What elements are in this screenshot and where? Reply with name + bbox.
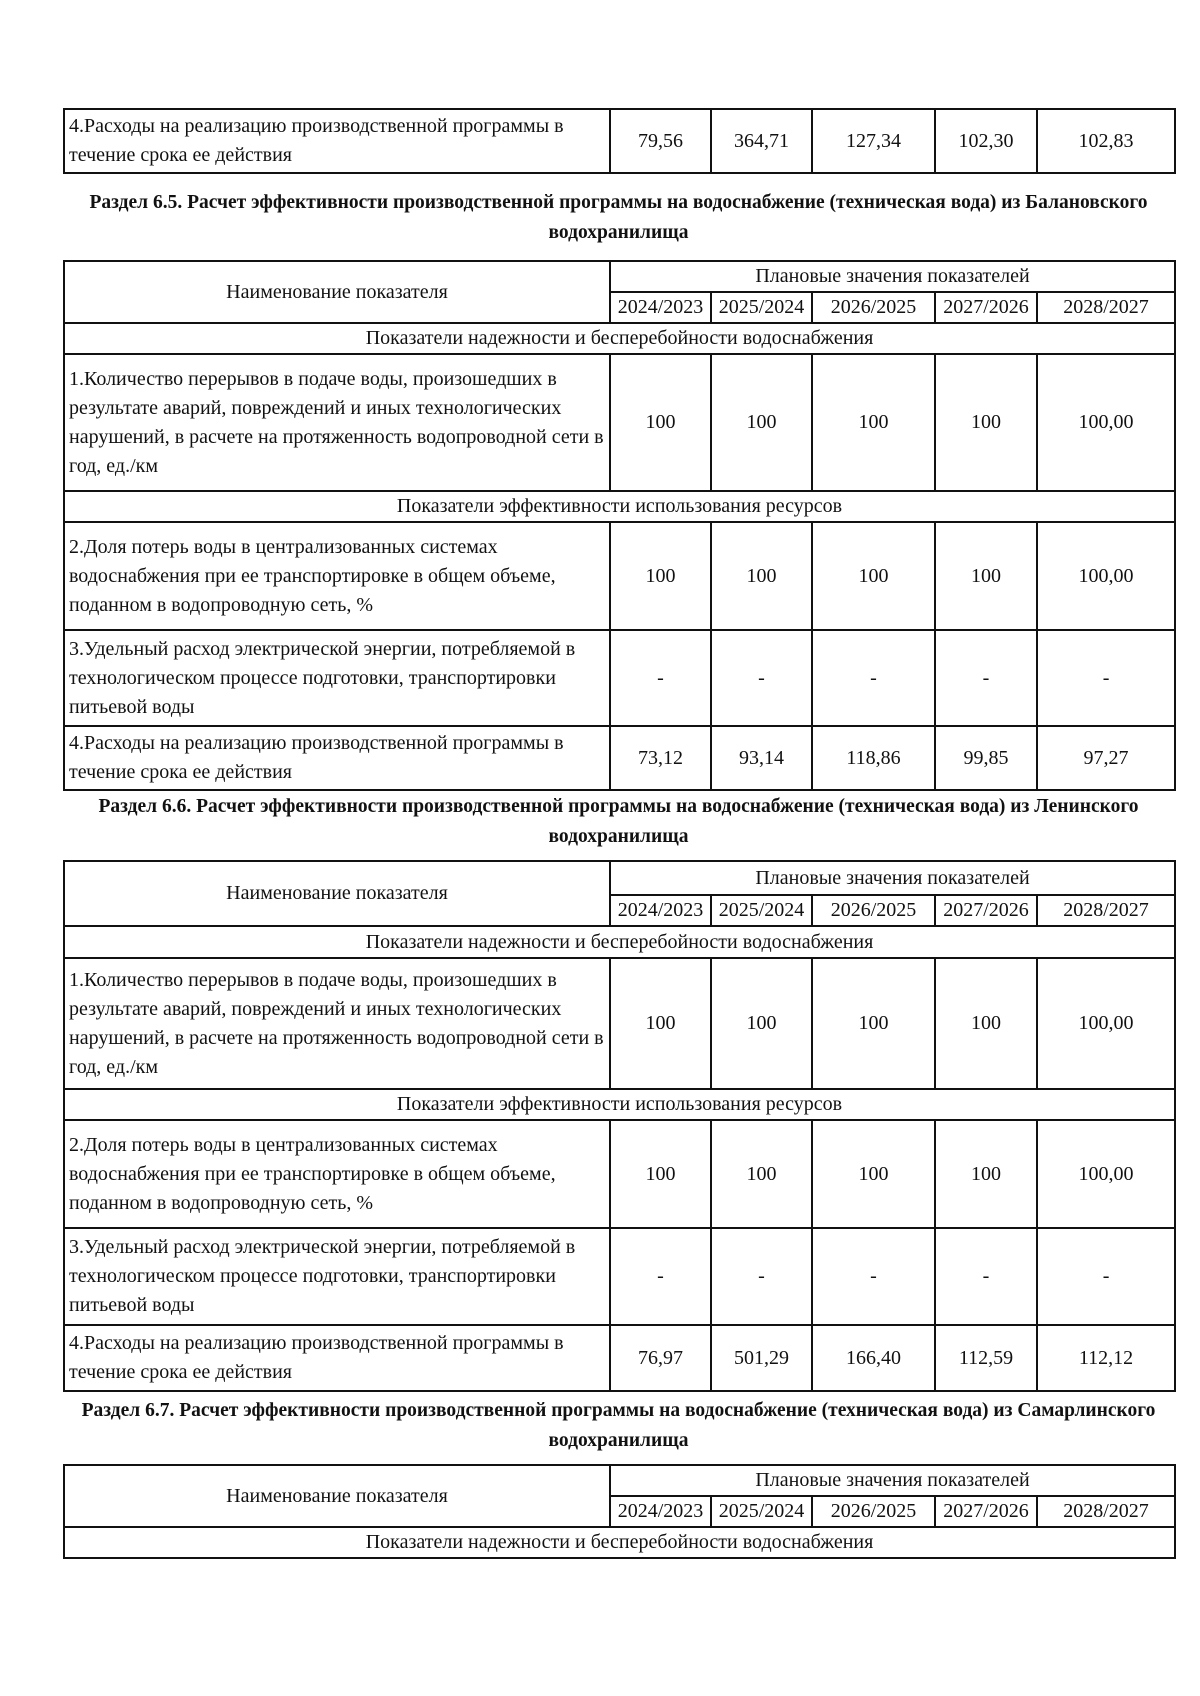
value-cell: 100	[935, 522, 1037, 630]
year-header: 2028/2027	[1037, 895, 1175, 926]
section-table	[63, 860, 1176, 1392]
value-cell: 100	[610, 354, 711, 491]
group-row	[64, 1527, 1175, 1558]
value-cell: 100	[711, 1120, 812, 1228]
indicator-name: 4.Расходы на реализацию производственной программы в течение срока ее действия	[64, 1325, 610, 1391]
value-cell: 100,00	[1037, 958, 1175, 1089]
year-header: 2028/2027	[1037, 1496, 1175, 1527]
value-cell: 100	[610, 958, 711, 1089]
value-cell: -	[812, 1228, 935, 1325]
year-header: 2025/2024	[711, 1496, 812, 1527]
value-cell: 100	[711, 522, 812, 630]
group-row	[64, 1089, 1175, 1120]
value-cell: 501,29	[711, 1325, 812, 1391]
value-cell: 100	[711, 958, 812, 1089]
value-cell: 100	[935, 354, 1037, 491]
value-cell: 100	[935, 1120, 1037, 1228]
year-header: 2025/2024	[711, 895, 812, 926]
table-header-row	[64, 261, 1175, 292]
section-title: Раздел 6.7. Расчет эффективности производственной программы на водоснабжение (техническая вода) из Самарлинского водохранилища	[81, 1400, 1156, 1451]
indicator-name: 3.Удельный расход электрической энергии, потребляемой в технологическом процессе подготовки, транспортировки питьевой воды	[64, 1228, 610, 1325]
year-header: 2027/2026	[935, 895, 1037, 926]
value-cell: 112,12	[1037, 1325, 1175, 1391]
value-cell: 102,83	[1037, 109, 1175, 173]
indicator-name: 4.Расходы на реализацию производственной программы в течение срока ее действия	[64, 109, 610, 173]
value-cell: 76,97	[610, 1325, 711, 1391]
table-row	[64, 354, 1175, 491]
group-label: Показатели надежности и бесперебойности водоснабжения	[64, 926, 1175, 958]
value-cell: -	[711, 630, 812, 726]
indicator-name: 2.Доля потерь воды в централизованных системах водоснабжения при ее транспортировке в общем объеме, поданном в водопроводную сеть, %	[64, 522, 610, 630]
column-header-planned: Плановые значения показателей	[610, 1465, 1175, 1496]
section-table	[63, 260, 1176, 791]
section-title: Раздел 6.5. Расчет эффективности производственной программы на водоснабжение (техническая вода) из Балановского водохранилища	[89, 192, 1148, 243]
group-label: Показатели надежности и бесперебойности водоснабжения	[64, 1527, 1175, 1558]
table-row	[64, 958, 1175, 1089]
column-header-planned: Плановые значения показателей	[610, 261, 1175, 292]
value-cell: 100,00	[1037, 1120, 1175, 1228]
column-header-name: Наименование показателя	[64, 261, 610, 323]
year-header: 2026/2025	[812, 1496, 935, 1527]
table-header-row	[64, 861, 1175, 895]
value-cell: 99,85	[935, 726, 1037, 790]
value-cell: 100	[610, 522, 711, 630]
group-row	[64, 323, 1175, 354]
group-label: Показатели эффективности использования ресурсов	[64, 491, 1175, 522]
value-cell: 364,71	[711, 109, 812, 173]
indicator-name: 3.Удельный расход электрической энергии, потребляемой в технологическом процессе подготовки, транспортировки питьевой воды	[64, 630, 610, 726]
value-cell: -	[935, 630, 1037, 726]
column-header-name: Наименование показателя	[64, 861, 610, 926]
value-cell: 100,00	[1037, 522, 1175, 630]
year-header: 2026/2025	[812, 895, 935, 926]
value-cell: 100	[610, 1120, 711, 1228]
year-header: 2026/2025	[812, 292, 935, 323]
value-cell: 100	[711, 354, 812, 491]
value-cell: -	[1037, 630, 1175, 726]
table-row	[64, 109, 1175, 173]
year-header: 2027/2026	[935, 292, 1037, 323]
value-cell: 100	[812, 1120, 935, 1228]
value-cell: 102,30	[935, 109, 1037, 173]
column-header-name: Наименование показателя	[64, 1465, 610, 1527]
value-cell: 97,27	[1037, 726, 1175, 790]
indicator-name: 4.Расходы на реализацию производственной программы в течение срока ее действия	[64, 726, 610, 790]
indicator-name: 2.Доля потерь воды в централизованных системах водоснабжения при ее транспортировке в общем объеме, поданном в водопроводную сеть, %	[64, 1120, 610, 1228]
value-cell: 100	[935, 958, 1037, 1089]
group-label: Показатели надежности и бесперебойности водоснабжения	[64, 323, 1175, 354]
table-row	[64, 1228, 1175, 1325]
value-cell: 93,14	[711, 726, 812, 790]
table-header-row	[64, 1465, 1175, 1496]
group-row	[64, 926, 1175, 958]
value-cell: 118,86	[812, 726, 935, 790]
value-cell: 79,56	[610, 109, 711, 173]
year-header: 2024/2023	[610, 895, 711, 926]
table-row	[64, 1325, 1175, 1391]
value-cell: 166,40	[812, 1325, 935, 1391]
group-row	[64, 491, 1175, 522]
table-row	[64, 726, 1175, 790]
continuation-table	[63, 108, 1176, 174]
value-cell: -	[812, 630, 935, 726]
year-header: 2025/2024	[711, 292, 812, 323]
value-cell: 100	[812, 522, 935, 630]
section-table	[63, 1464, 1176, 1559]
value-cell: 73,12	[610, 726, 711, 790]
value-cell: -	[935, 1228, 1037, 1325]
year-header: 2027/2026	[935, 1496, 1037, 1527]
table-row	[64, 630, 1175, 726]
value-cell: 127,34	[812, 109, 935, 173]
year-header: 2024/2023	[610, 292, 711, 323]
value-cell: -	[610, 630, 711, 726]
year-header: 2028/2027	[1037, 292, 1175, 323]
value-cell: 112,59	[935, 1325, 1037, 1391]
value-cell: -	[610, 1228, 711, 1325]
indicator-name: 1.Количество перерывов в подаче воды, произошедших в результате аварий, повреждений и иных технологических нарушений, в расчете на протяженность водопроводной сети в год, ед./км	[64, 354, 610, 491]
table-row	[64, 522, 1175, 630]
value-cell: 100	[812, 354, 935, 491]
group-label: Показатели эффективности использования ресурсов	[64, 1089, 1175, 1120]
column-header-planned: Плановые значения показателей	[610, 861, 1175, 895]
table-row	[64, 1120, 1175, 1228]
section-title: Раздел 6.6. Расчет эффективности производственной программы на водоснабжение (техническая вода) из Ленинского водохранилища	[98, 796, 1139, 847]
value-cell: 100,00	[1037, 354, 1175, 491]
value-cell: -	[711, 1228, 812, 1325]
indicator-name: 1.Количество перерывов в подаче воды, произошедших в результате аварий, повреждений и иных технологических нарушений, в расчете на протяженность водопроводной сети в год, ед./км	[64, 958, 610, 1089]
value-cell: -	[1037, 1228, 1175, 1325]
value-cell: 100	[812, 958, 935, 1089]
year-header: 2024/2023	[610, 1496, 711, 1527]
